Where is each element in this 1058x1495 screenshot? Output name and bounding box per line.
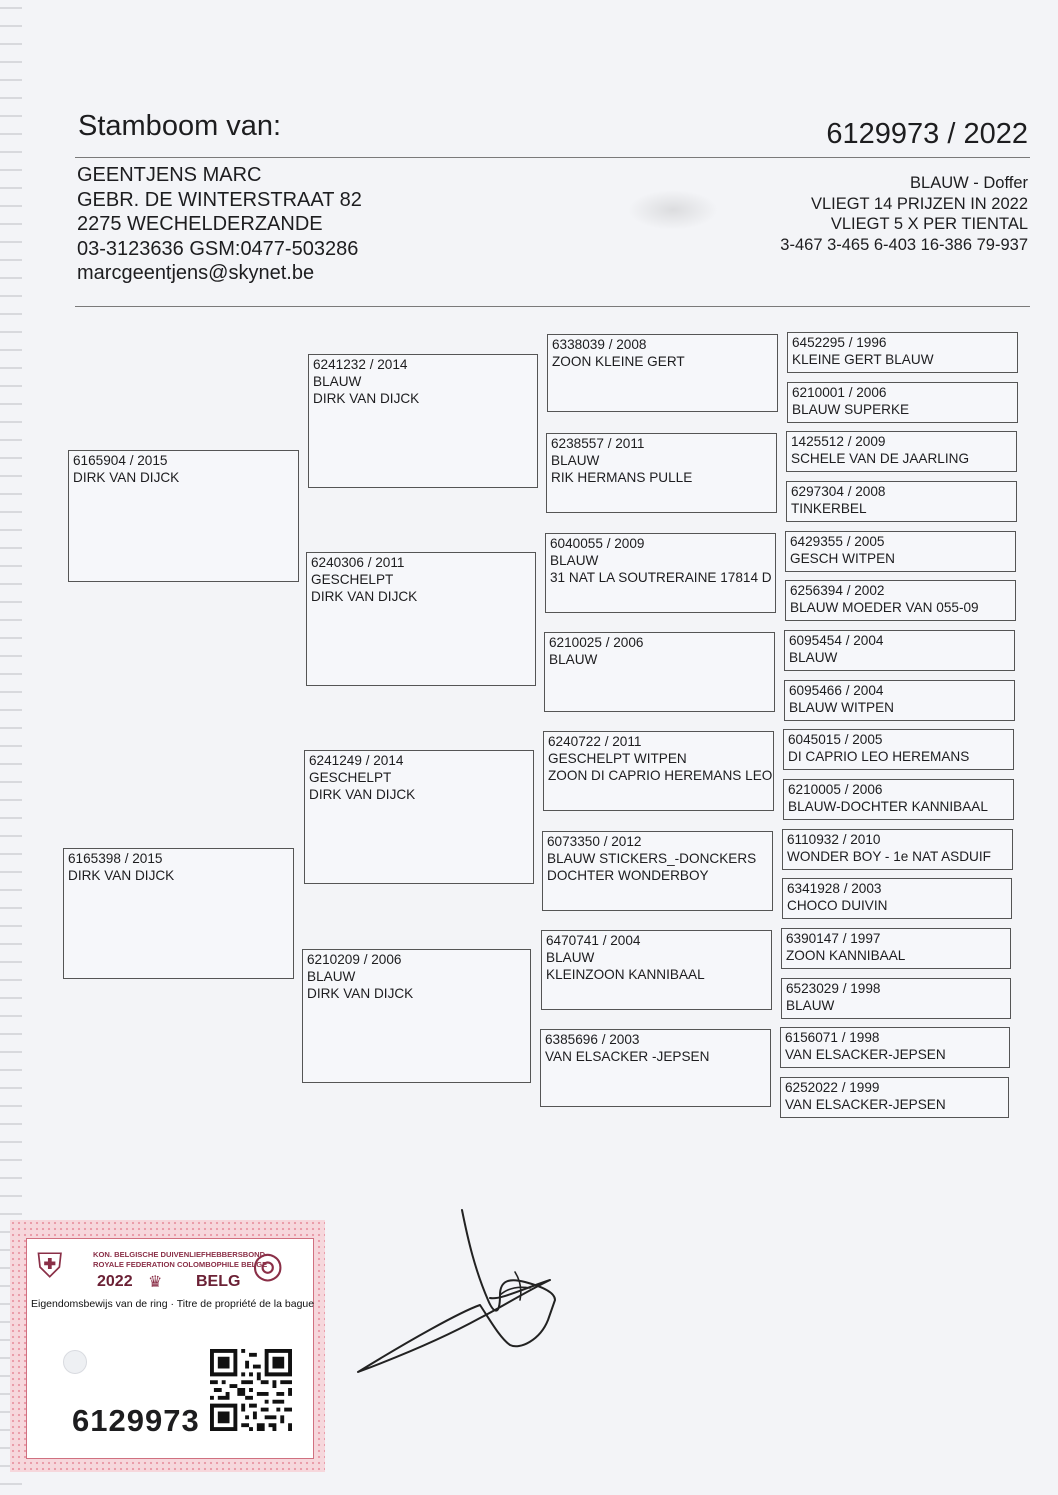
pedigree-gen3-box [542, 831, 773, 911]
pedigree-gen4-box [785, 580, 1016, 621]
name-text: ZOON KANNIBAAL [786, 947, 906, 963]
ring-text: 6252022 / 1999 [785, 1080, 880, 1095]
pedigree-gen3-box [546, 433, 777, 513]
ring-text: 6385696 / 2003 [545, 1032, 640, 1047]
header-divider [75, 157, 1030, 158]
ring-ownership-card [10, 1220, 325, 1472]
ring-text: 6297304 / 2008 [791, 484, 886, 499]
color-text: BLAUW [550, 552, 599, 568]
crest-icon: ⛨ [37, 1247, 63, 1285]
qr-code-icon [210, 1349, 292, 1431]
pedigree-gen2-box [308, 354, 538, 488]
ring-text: 1425512 / 2009 [791, 434, 886, 449]
pedigree-gen4-box [784, 680, 1015, 721]
name-text: CHOCO DUIVIN [787, 897, 888, 913]
pedigree-gen4-box [781, 978, 1011, 1019]
pedigree-gen4-box [787, 382, 1018, 423]
document-title: Stamboom van: [78, 110, 282, 142]
ring-text: 6523029 / 1998 [786, 981, 881, 996]
pedigree-gen4-box [782, 829, 1013, 870]
name-text: KLEINZOON KANNIBAAL [546, 966, 705, 982]
federation-name-fr: ROYALE FEDERATION COLOMBOPHILE BELGE [93, 1260, 268, 1269]
owner-email: marcgeentjens@skynet.be [77, 262, 315, 284]
pedigree-gen4-box [780, 1077, 1009, 1118]
ring-card-number: 6129973 [72, 1403, 200, 1438]
pedigree-gen4-box [782, 878, 1012, 919]
federation-name-nl: KON. BELGISCHE DUIVENLIEFHEBBERSBOND [93, 1250, 266, 1259]
pedigree-gen4-box [786, 481, 1017, 522]
owner-text: DIRK VAN DIJCK [311, 588, 418, 604]
ring-text: 6470741 / 2004 [546, 933, 641, 948]
owner-block [77, 163, 362, 286]
ring-text: 6241232 / 2014 [313, 357, 408, 372]
color-text: BLAUW [551, 452, 600, 468]
scan-smudge [628, 190, 718, 230]
owner-city: 2275 WECHELDERZANDE [77, 213, 323, 235]
color-text: BLAUW [546, 949, 595, 965]
ring-text: 6165904 / 2015 [73, 453, 168, 468]
name-text: 31 NAT LA SOUTRERAINE 17814 D [550, 569, 772, 585]
pedigree-gen4-box [787, 332, 1018, 373]
pedigree-gen3-box [540, 1029, 771, 1107]
pedigree-gen3-box [547, 334, 778, 412]
bird-prizes: VLIEGT 14 PRIJZEN IN 2022 [810, 194, 1028, 213]
ring-text: 6073350 / 2012 [547, 834, 642, 849]
owner-text: DIRK VAN DIJCK [307, 985, 414, 1001]
name-text: BLAUW WITPEN [789, 699, 894, 715]
pedigree-gen2-box [306, 552, 536, 686]
owner-name: GEENTJENS MARC [77, 164, 262, 186]
ring-text: 6338039 / 2008 [552, 337, 647, 352]
ring-text: 6095466 / 2004 [789, 683, 884, 698]
owner-street: GEBR. DE WINTERSTRAAT 82 [77, 188, 362, 211]
pedigree-gen3-box [544, 632, 775, 712]
ring-number-heading: 6129973 / 2022 [826, 118, 1028, 150]
ring-text: 6210001 / 2006 [792, 385, 887, 400]
name-text: ZOON DI CAPRIO HEREMANS LEO [548, 767, 773, 783]
owner-text: DIRK VAN DIJCK [73, 469, 180, 485]
name-text: DOCHTER WONDERBOY [547, 867, 709, 883]
name-text: VAN ELSACKER -JEPSEN [545, 1048, 710, 1064]
ring-text: 6095454 / 2004 [789, 633, 884, 648]
owner-text: DIRK VAN DIJCK [68, 867, 175, 883]
name-text: SCHELE VAN DE JAARLING [791, 450, 970, 466]
ring-text: 6429355 / 2005 [790, 534, 885, 549]
ring-text: 6210005 / 2006 [788, 782, 883, 797]
name-text: BLAUW [789, 649, 838, 665]
color-text: GESCHELPT [309, 769, 392, 785]
ring-text: 6256394 / 2002 [790, 583, 885, 598]
ring-text: 6165398 / 2015 [68, 851, 163, 866]
owner-text: DIRK VAN DIJCK [313, 390, 420, 406]
globe-logo-icon: ◎ [252, 1244, 284, 1285]
pedigree-gen3-box [545, 533, 776, 613]
pedigree-divider [75, 306, 1030, 307]
ring-text: 6341928 / 2003 [787, 881, 882, 896]
ring-text: 6210209 / 2006 [307, 952, 402, 967]
ring-text: 6240722 / 2011 [548, 734, 642, 749]
name-text: BLAUW [786, 997, 835, 1013]
bird-description [780, 173, 1028, 255]
name-text: KLEINE GERT BLAUW [792, 351, 934, 367]
ring-text: 6045015 / 2005 [788, 732, 883, 747]
color-text: BLAUW [549, 651, 598, 667]
pedigree-gen4-box [783, 779, 1014, 820]
ring-text: 6390147 / 1997 [786, 931, 881, 946]
bird-color-sex: BLAUW - Doffer [910, 174, 1028, 192]
pedigree-dam [63, 848, 294, 979]
owner-text: DIRK VAN DIJCK [309, 786, 416, 802]
property-text: Eigendomsbewijs van de ring · Titre de propriété de la bague [31, 1298, 315, 1310]
pedigree-gen4-box [785, 531, 1016, 572]
ring-card-inner [26, 1238, 314, 1459]
pedigree-sire [68, 450, 299, 582]
name-text: VAN ELSACKER-JEPSEN [785, 1096, 946, 1112]
ring-text: 6241249 / 2014 [309, 753, 404, 768]
pedigree-gen4-box [783, 729, 1014, 770]
color-text: BLAUW [307, 968, 356, 984]
name-text: DI CAPRIO LEO HEREMANS [788, 748, 970, 764]
ring-text: 6238557 / 2011 [551, 436, 645, 451]
crown-icon: ♛ [148, 1274, 163, 1291]
pedigree-gen3-box [543, 731, 774, 811]
ring-text: 6210025 / 2006 [549, 635, 644, 650]
name-text: GESCH WITPEN [790, 550, 895, 566]
name-text: WONDER BOY - 1e NAT ASDUIF [787, 848, 991, 864]
color-text: BLAUW [313, 373, 362, 389]
name-text: ZOON KLEINE GERT [552, 353, 685, 369]
signature [350, 1200, 580, 1400]
pedigree-gen3-box [541, 930, 772, 1010]
color-text: GESCHELPT WITPEN [548, 750, 687, 766]
name-text: BLAUW SUPERKE [792, 401, 910, 417]
color-text: GESCHELPT [311, 571, 394, 587]
punch-hole [63, 1350, 87, 1374]
pedigree-gen4-box [781, 928, 1011, 969]
name-text: VAN ELSACKER-JEPSEN [785, 1046, 946, 1062]
ring-year: 2022 [97, 1273, 133, 1290]
owner-phone: 03-3123636 GSM:0477-503286 [77, 237, 359, 260]
ring-text: 6452295 / 1996 [792, 335, 887, 350]
pedigree-gen2-box [304, 750, 534, 884]
ring-text: 6240306 / 2011 [311, 555, 405, 570]
bird-tiental: VLIEGT 5 X PER TIENTAL [830, 215, 1028, 233]
name-text: BLAUW-DOCHTER KANNIBAAL [788, 798, 988, 814]
bird-results: 3-467 3-465 6-403 16-386 79-937 [780, 235, 1028, 254]
name-text: RIK HERMANS PULLE [551, 469, 693, 485]
name-text: TINKERBEL [791, 500, 867, 516]
color-text: BLAUW STICKERS_-DONCKERS [547, 850, 757, 866]
ring-country: BELG [196, 1273, 241, 1290]
pedigree-gen4-box [786, 431, 1017, 472]
ring-text: 6040055 / 2009 [550, 536, 645, 551]
name-text: BLAUW MOEDER VAN 055-09 [790, 599, 979, 615]
pedigree-gen4-box [784, 630, 1015, 671]
ring-text: 6110932 / 2010 [787, 832, 881, 847]
pedigree-gen4-box [780, 1027, 1010, 1068]
pedigree-gen2-box [302, 949, 531, 1083]
ring-text: 6156071 / 1998 [785, 1030, 880, 1045]
